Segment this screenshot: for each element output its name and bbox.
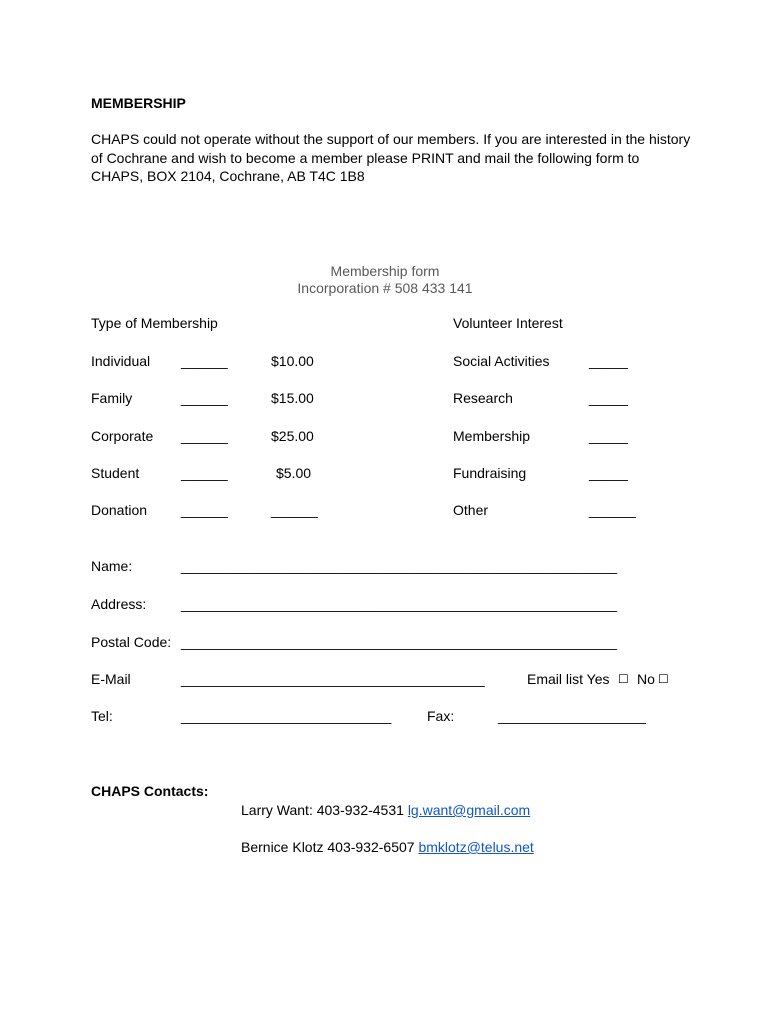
page-heading: MEMBERSHIP — [91, 95, 186, 111]
volunteer-blank-other[interactable]: ______ — [589, 502, 636, 518]
membership-price-student: $5.00 — [276, 465, 312, 481]
address-label: Address: — [91, 596, 147, 612]
tel-label: Tel: — [91, 708, 113, 724]
email-label: E-Mail — [91, 671, 131, 687]
membership-blank-donation[interactable]: ______ — [181, 502, 228, 518]
fax-field[interactable]: ___________________ — [498, 708, 646, 724]
name-label: Name: — [91, 558, 133, 574]
tel-field[interactable]: ___________________________ — [181, 708, 392, 724]
form-title: Membership form — [330, 263, 440, 279]
membership-label-student: Student — [91, 465, 140, 481]
membership-label-individual: Individual — [91, 353, 151, 369]
contact-bernice — [241, 839, 534, 855]
email-field[interactable]: _______________________________________ — [181, 671, 485, 687]
contact-larry — [241, 802, 530, 818]
postal-code-label: Postal Code: — [91, 634, 172, 650]
membership-type-header: Type of Membership — [91, 315, 218, 331]
intro-paragraph: CHAPS could not operate without the support of our members. If you are interested in the history of Cochrane and wish to become a member please PRINT and mail the following form to CHAPS, BOX 2104, Cochrane, AB T4C 1B8 — [91, 131, 691, 184]
volunteer-blank-social[interactable]: _____ — [589, 353, 628, 369]
contact-larry-email-link[interactable]: lg.want@gmail.com — [407, 802, 531, 818]
membership-price-family: $15.00 — [271, 390, 314, 406]
fax-label: Fax: — [427, 708, 455, 724]
membership-blank-corporate[interactable]: ______ — [181, 428, 228, 444]
address-field[interactable]: ________________________________________________________ — [181, 596, 618, 612]
volunteer-label-research: Research — [453, 390, 513, 406]
membership-label-corporate: Corporate — [91, 428, 154, 444]
email-list-no-label: No — [637, 671, 655, 687]
membership-blank-student[interactable]: ______ — [181, 465, 228, 481]
membership-price-corporate: $25.00 — [271, 428, 314, 444]
membership-blank-individual[interactable]: ______ — [181, 353, 228, 369]
volunteer-blank-membership[interactable]: _____ — [589, 428, 628, 444]
membership-blank-family[interactable]: ______ — [181, 390, 228, 406]
contact-larry-text: Larry Want: 403-932-4531 — [241, 802, 404, 818]
email-list-yes-label: Email list Yes — [527, 671, 610, 687]
volunteer-label-fundraising: Fundraising — [453, 465, 527, 481]
volunteer-label-social: Social Activities — [453, 353, 550, 369]
contact-bernice-text: Bernice Klotz 403-932-6507 — [241, 839, 415, 855]
email-list-yes-checkbox[interactable]: ☐ — [618, 672, 629, 686]
incorporation-number: Incorporation # 508 433 141 — [297, 280, 473, 296]
volunteer-blank-research[interactable]: _____ — [589, 390, 628, 406]
membership-label-family: Family — [91, 390, 133, 406]
membership-label-donation: Donation — [91, 502, 148, 518]
volunteer-blank-fundraising[interactable]: _____ — [589, 465, 628, 481]
volunteer-interest-header: Volunteer Interest — [453, 315, 563, 331]
volunteer-label-other: Other — [453, 502, 489, 518]
contact-bernice-email-link[interactable]: bmklotz@telus.net — [418, 839, 534, 855]
name-field[interactable]: ________________________________________________________ — [181, 558, 618, 574]
membership-amount-donation[interactable]: ______ — [271, 502, 318, 518]
postal-code-field[interactable]: ________________________________________________________ — [181, 634, 618, 650]
membership-price-individual: $10.00 — [271, 353, 314, 369]
volunteer-label-membership: Membership — [453, 428, 531, 444]
contacts-header: CHAPS Contacts: — [91, 783, 209, 799]
email-list-no-checkbox[interactable]: ☐ — [658, 672, 669, 686]
